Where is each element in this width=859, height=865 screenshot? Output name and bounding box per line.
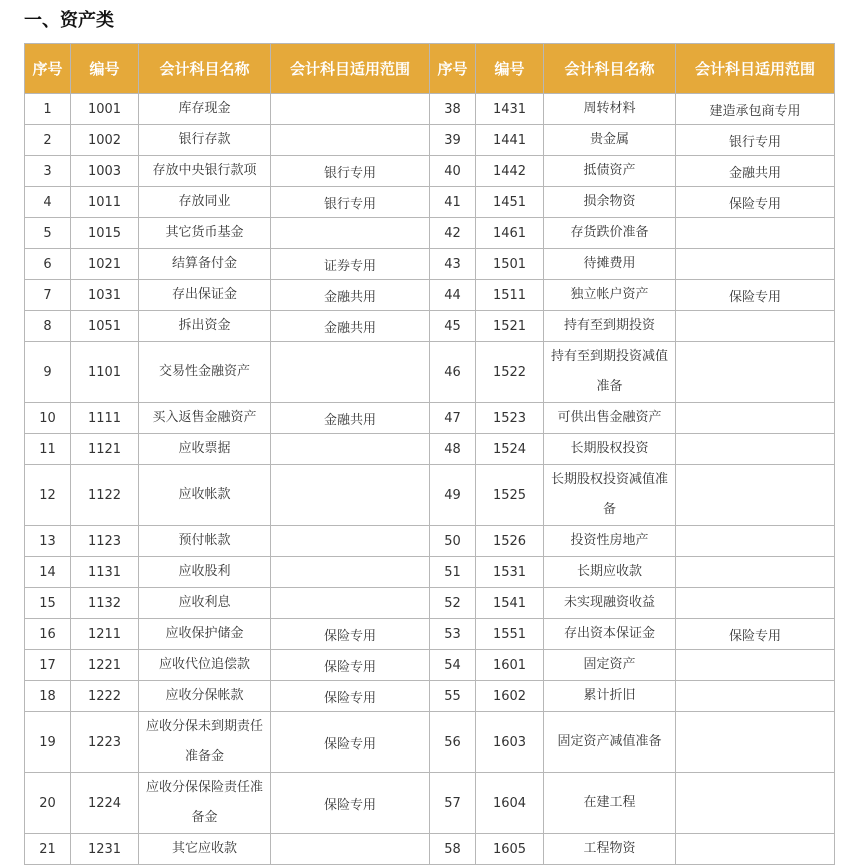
cell-scope-right: 建造承包商专用 — [676, 94, 835, 125]
cell-scope-right — [676, 773, 835, 834]
cell-scope-left — [271, 588, 430, 619]
cell-name-left: 应收票据 — [139, 434, 271, 465]
table-row — [25, 434, 835, 465]
cell-name-left: 其它货币基金 — [139, 218, 271, 249]
cell-code-right: 1511 — [476, 280, 544, 311]
cell-code-left: 1101 — [71, 342, 139, 403]
cell-code-right: 1526 — [476, 526, 544, 557]
cell-scope-right — [676, 403, 835, 434]
cell-scope-left: 金融共用 — [271, 280, 430, 311]
cell-name-left: 结算备付金 — [139, 249, 271, 280]
cell-scope-right — [676, 650, 835, 681]
cell-name-right: 长期应收款 — [544, 557, 676, 588]
cell-seq-right: 40 — [430, 156, 476, 187]
cell-seq-right: 38 — [430, 94, 476, 125]
table-row — [25, 218, 835, 249]
cell-scope-left: 保险专用 — [271, 619, 430, 650]
cell-code-right: 1603 — [476, 712, 544, 773]
table-row — [25, 834, 835, 865]
cell-name-left: 存放中央银行款项 — [139, 156, 271, 187]
cell-code-left: 1002 — [71, 125, 139, 156]
cell-name-right: 抵债资产 — [544, 156, 676, 187]
cell-code-left: 1211 — [71, 619, 139, 650]
cell-scope-right — [676, 311, 835, 342]
cell-name-right: 固定资产减值准备 — [544, 712, 676, 773]
cell-seq-right: 46 — [430, 342, 476, 403]
cell-scope-right — [676, 834, 835, 865]
header-name-left: 会计科目名称 — [139, 44, 271, 94]
cell-name-left: 预付帐款 — [139, 526, 271, 557]
cell-name-right: 周转材料 — [544, 94, 676, 125]
cell-code-right: 1531 — [476, 557, 544, 588]
page-title: 一、资产类 — [24, 10, 114, 31]
cell-seq-left: 10 — [25, 403, 71, 434]
cell-name-left: 库存现金 — [139, 94, 271, 125]
cell-seq-left: 1 — [25, 94, 71, 125]
cell-name-left: 银行存款 — [139, 125, 271, 156]
table-row — [25, 94, 835, 125]
cell-code-right: 1602 — [476, 681, 544, 712]
cell-name-right: 持有至到期投资 — [544, 311, 676, 342]
header-code-left: 编号 — [71, 44, 139, 94]
accounts-table — [24, 43, 835, 865]
cell-name-left: 存放同业 — [139, 187, 271, 218]
table-row — [25, 619, 835, 650]
cell-code-left: 1111 — [71, 403, 139, 434]
cell-seq-right: 54 — [430, 650, 476, 681]
cell-seq-left: 9 — [25, 342, 71, 403]
cell-seq-right: 57 — [430, 773, 476, 834]
cell-scope-right: 保险专用 — [676, 187, 835, 218]
cell-seq-right: 58 — [430, 834, 476, 865]
cell-seq-left: 16 — [25, 619, 71, 650]
cell-seq-right: 56 — [430, 712, 476, 773]
cell-name-left: 应收帐款 — [139, 465, 271, 526]
cell-scope-left — [271, 94, 430, 125]
cell-name-right: 未实现融资收益 — [544, 588, 676, 619]
cell-seq-right: 48 — [430, 434, 476, 465]
table-row — [25, 650, 835, 681]
cell-seq-right: 49 — [430, 465, 476, 526]
cell-scope-right — [676, 249, 835, 280]
header-scope-right: 会计科目适用范围 — [676, 44, 835, 94]
cell-seq-left: 4 — [25, 187, 71, 218]
cell-scope-left — [271, 342, 430, 403]
cell-name-left: 应收股利 — [139, 557, 271, 588]
cell-seq-right: 41 — [430, 187, 476, 218]
cell-name-right: 可供出售金融资产 — [544, 403, 676, 434]
table-row — [25, 465, 835, 526]
cell-scope-left: 保险专用 — [271, 681, 430, 712]
cell-name-right: 贵金属 — [544, 125, 676, 156]
table-row — [25, 526, 835, 557]
cell-seq-left: 19 — [25, 712, 71, 773]
cell-seq-left: 17 — [25, 650, 71, 681]
table-row — [25, 311, 835, 342]
cell-code-right: 1551 — [476, 619, 544, 650]
cell-scope-right: 保险专用 — [676, 619, 835, 650]
cell-scope-left — [271, 465, 430, 526]
table-row — [25, 681, 835, 712]
cell-scope-left — [271, 557, 430, 588]
cell-scope-right — [676, 342, 835, 403]
cell-name-left: 应收保护储金 — [139, 619, 271, 650]
cell-scope-left — [271, 434, 430, 465]
cell-code-left: 1021 — [71, 249, 139, 280]
cell-seq-right: 52 — [430, 588, 476, 619]
cell-name-left: 应收利息 — [139, 588, 271, 619]
cell-code-left: 1011 — [71, 187, 139, 218]
cell-seq-right: 55 — [430, 681, 476, 712]
cell-code-left: 1223 — [71, 712, 139, 773]
table-row — [25, 773, 835, 834]
cell-name-right: 在建工程 — [544, 773, 676, 834]
table-row — [25, 187, 835, 218]
cell-scope-left: 保险专用 — [271, 712, 430, 773]
cell-code-right: 1501 — [476, 249, 544, 280]
table-row — [25, 588, 835, 619]
cell-scope-right — [676, 465, 835, 526]
cell-code-left: 1224 — [71, 773, 139, 834]
cell-scope-right — [676, 434, 835, 465]
cell-scope-right — [676, 218, 835, 249]
cell-code-left: 1132 — [71, 588, 139, 619]
cell-scope-left — [271, 834, 430, 865]
cell-code-right: 1461 — [476, 218, 544, 249]
cell-code-right: 1525 — [476, 465, 544, 526]
cell-code-left: 1131 — [71, 557, 139, 588]
cell-scope-right: 银行专用 — [676, 125, 835, 156]
cell-code-left: 1123 — [71, 526, 139, 557]
cell-name-right: 累计折旧 — [544, 681, 676, 712]
cell-seq-left: 14 — [25, 557, 71, 588]
cell-code-right: 1605 — [476, 834, 544, 865]
header-code-right: 编号 — [476, 44, 544, 94]
cell-seq-left: 7 — [25, 280, 71, 311]
cell-seq-right: 42 — [430, 218, 476, 249]
cell-seq-left: 20 — [25, 773, 71, 834]
cell-scope-right — [676, 712, 835, 773]
cell-scope-left — [271, 125, 430, 156]
cell-seq-right: 44 — [430, 280, 476, 311]
cell-scope-left: 保险专用 — [271, 650, 430, 681]
cell-seq-left: 13 — [25, 526, 71, 557]
cell-name-right: 独立帐户资产 — [544, 280, 676, 311]
cell-name-right: 存出资本保证金 — [544, 619, 676, 650]
cell-scope-left: 银行专用 — [271, 156, 430, 187]
cell-name-left: 其它应收款 — [139, 834, 271, 865]
table-row — [25, 557, 835, 588]
table-row — [25, 125, 835, 156]
cell-code-right: 1441 — [476, 125, 544, 156]
cell-name-left: 应收分保未到期责任准备金 — [139, 712, 271, 773]
header-scope-left: 会计科目适用范围 — [271, 44, 430, 94]
cell-scope-left: 银行专用 — [271, 187, 430, 218]
cell-name-right: 存货跌价准备 — [544, 218, 676, 249]
cell-seq-left: 11 — [25, 434, 71, 465]
cell-name-right: 损余物资 — [544, 187, 676, 218]
table-row — [25, 403, 835, 434]
cell-seq-left: 2 — [25, 125, 71, 156]
cell-code-left: 1031 — [71, 280, 139, 311]
cell-seq-left: 21 — [25, 834, 71, 865]
table-body — [25, 94, 835, 865]
cell-code-left: 1001 — [71, 94, 139, 125]
cell-seq-right: 43 — [430, 249, 476, 280]
cell-code-left: 1003 — [71, 156, 139, 187]
cell-code-right: 1522 — [476, 342, 544, 403]
table-row — [25, 156, 835, 187]
cell-seq-left: 12 — [25, 465, 71, 526]
cell-code-left: 1122 — [71, 465, 139, 526]
cell-code-left: 1015 — [71, 218, 139, 249]
cell-name-left: 应收代位追偿款 — [139, 650, 271, 681]
cell-scope-right — [676, 557, 835, 588]
cell-name-right: 待摊费用 — [544, 249, 676, 280]
cell-code-left: 1231 — [71, 834, 139, 865]
cell-code-right: 1523 — [476, 403, 544, 434]
cell-seq-right: 50 — [430, 526, 476, 557]
cell-code-left: 1221 — [71, 650, 139, 681]
cell-seq-left: 15 — [25, 588, 71, 619]
cell-code-right: 1521 — [476, 311, 544, 342]
cell-code-left: 1121 — [71, 434, 139, 465]
cell-seq-left: 8 — [25, 311, 71, 342]
cell-scope-right: 保险专用 — [676, 280, 835, 311]
cell-seq-left: 3 — [25, 156, 71, 187]
cell-scope-left — [271, 218, 430, 249]
cell-scope-left — [271, 526, 430, 557]
cell-seq-right: 53 — [430, 619, 476, 650]
table-header-row — [25, 44, 835, 94]
cell-code-right: 1604 — [476, 773, 544, 834]
cell-seq-right: 47 — [430, 403, 476, 434]
cell-name-right: 持有至到期投资减值准备 — [544, 342, 676, 403]
cell-name-right: 投资性房地产 — [544, 526, 676, 557]
cell-scope-left: 保险专用 — [271, 773, 430, 834]
table-row — [25, 249, 835, 280]
cell-scope-right: 金融共用 — [676, 156, 835, 187]
table-row — [25, 280, 835, 311]
cell-seq-right: 39 — [430, 125, 476, 156]
cell-name-right: 长期股权投资减值准备 — [544, 465, 676, 526]
cell-scope-left: 金融共用 — [271, 311, 430, 342]
header-seq-left: 序号 — [25, 44, 71, 94]
cell-code-right: 1451 — [476, 187, 544, 218]
cell-code-right: 1601 — [476, 650, 544, 681]
cell-code-left: 1222 — [71, 681, 139, 712]
cell-seq-left: 6 — [25, 249, 71, 280]
table-row — [25, 712, 835, 773]
cell-code-right: 1524 — [476, 434, 544, 465]
cell-scope-left: 证券专用 — [271, 249, 430, 280]
header-name-right: 会计科目名称 — [544, 44, 676, 94]
header-seq-right: 序号 — [430, 44, 476, 94]
cell-seq-left: 18 — [25, 681, 71, 712]
cell-scope-right — [676, 681, 835, 712]
cell-code-left: 1051 — [71, 311, 139, 342]
cell-name-left: 应收分保帐款 — [139, 681, 271, 712]
cell-scope-right — [676, 526, 835, 557]
cell-code-right: 1541 — [476, 588, 544, 619]
cell-name-right: 固定资产 — [544, 650, 676, 681]
cell-name-left: 应收分保保险责任准备金 — [139, 773, 271, 834]
cell-code-right: 1442 — [476, 156, 544, 187]
cell-code-right: 1431 — [476, 94, 544, 125]
cell-scope-left: 金融共用 — [271, 403, 430, 434]
cell-scope-right — [676, 588, 835, 619]
cell-name-left: 交易性金融资产 — [139, 342, 271, 403]
cell-seq-right: 51 — [430, 557, 476, 588]
cell-seq-left: 5 — [25, 218, 71, 249]
table-row — [25, 342, 835, 403]
cell-name-right: 长期股权投资 — [544, 434, 676, 465]
cell-name-left: 存出保证金 — [139, 280, 271, 311]
cell-name-left: 拆出资金 — [139, 311, 271, 342]
cell-seq-right: 45 — [430, 311, 476, 342]
cell-name-right: 工程物资 — [544, 834, 676, 865]
cell-name-left: 买入返售金融资产 — [139, 403, 271, 434]
